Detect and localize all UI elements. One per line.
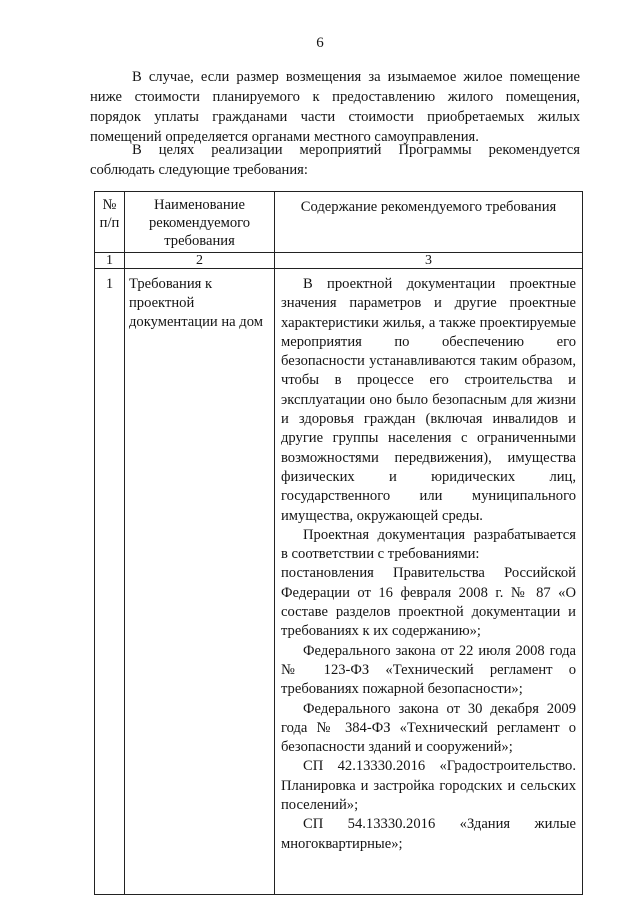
intro-paragraph-2-text: В целях реализации мероприятий Программы рекомендуется соблюдать следующие требования: — [90, 142, 580, 178]
table-row — [95, 269, 583, 895]
header-num: № п/п — [95, 192, 125, 253]
column-number-2: 2 — [125, 253, 275, 269]
content-paragraph: Проектная документация разрабатывается в соответствии с требованиями: — [281, 526, 576, 563]
row-number: 1 — [95, 269, 125, 895]
content-paragraph: постановления Правительства Российской Федерации от 16 февраля 2008 г. № 87 «О составе разделов проектной документации и требованиях к их содержанию»; — [281, 565, 576, 640]
column-number-3: 3 — [275, 253, 583, 269]
header-name: Наименование рекомендуемого требования — [125, 192, 275, 253]
requirement-content — [275, 269, 583, 895]
page-number: 6 — [316, 35, 324, 51]
content-paragraph: В проектной документации проектные значения параметров и другие проектные характеристики жилья, а также проектируемые мероприятия по обеспечению его безопасности устанавливаются таким образом, чтобы в процессе его строительства и эксплуатации оно было безопасным для жизни и здоровья граждан (включая инвалидов и другие группы населения с ограниченными возможностями передвижения), имущества физических и юридических лиц, государственного или муниципального имущества, окружающей среды. — [281, 276, 576, 524]
table-header-row — [95, 192, 583, 253]
header-content: Содержание рекомендуемого требования — [275, 192, 583, 253]
requirement-name: Требования к проектной документации на дом — [125, 269, 275, 895]
intro-paragraph-2 — [90, 140, 580, 180]
requirements-table — [94, 191, 583, 895]
intro-paragraph-1 — [90, 67, 580, 147]
intro-paragraph-1-text: В случае, если размер возмещения за изымаемое жилое помещение ниже стоимости планируемого к предоставлению жилого помещения, порядок уплаты гражданами части стоимости приобретаемых жилых помещений определяется органами местного самоуправления. — [90, 69, 580, 145]
content-paragraph: СП 54.13330.2016 «Здания жилые многоквартирные»; — [281, 816, 576, 852]
content-paragraph: Федерального закона от 30 декабря 2009 года № 384-ФЗ «Технический регламент о безопасности зданий и сооружений»; — [281, 700, 576, 756]
content-paragraph: Федерального закона от 22 июля 2008 года № 123-ФЗ «Технический регламент о требованиях пожарной безопасности»; — [281, 642, 576, 698]
column-number-row — [95, 253, 583, 269]
content-paragraph: СП 42.13330.2016 «Градостроительство. Планировка и застройка городских и сельских поселений»; — [281, 758, 576, 814]
column-number-1: 1 — [95, 253, 125, 269]
